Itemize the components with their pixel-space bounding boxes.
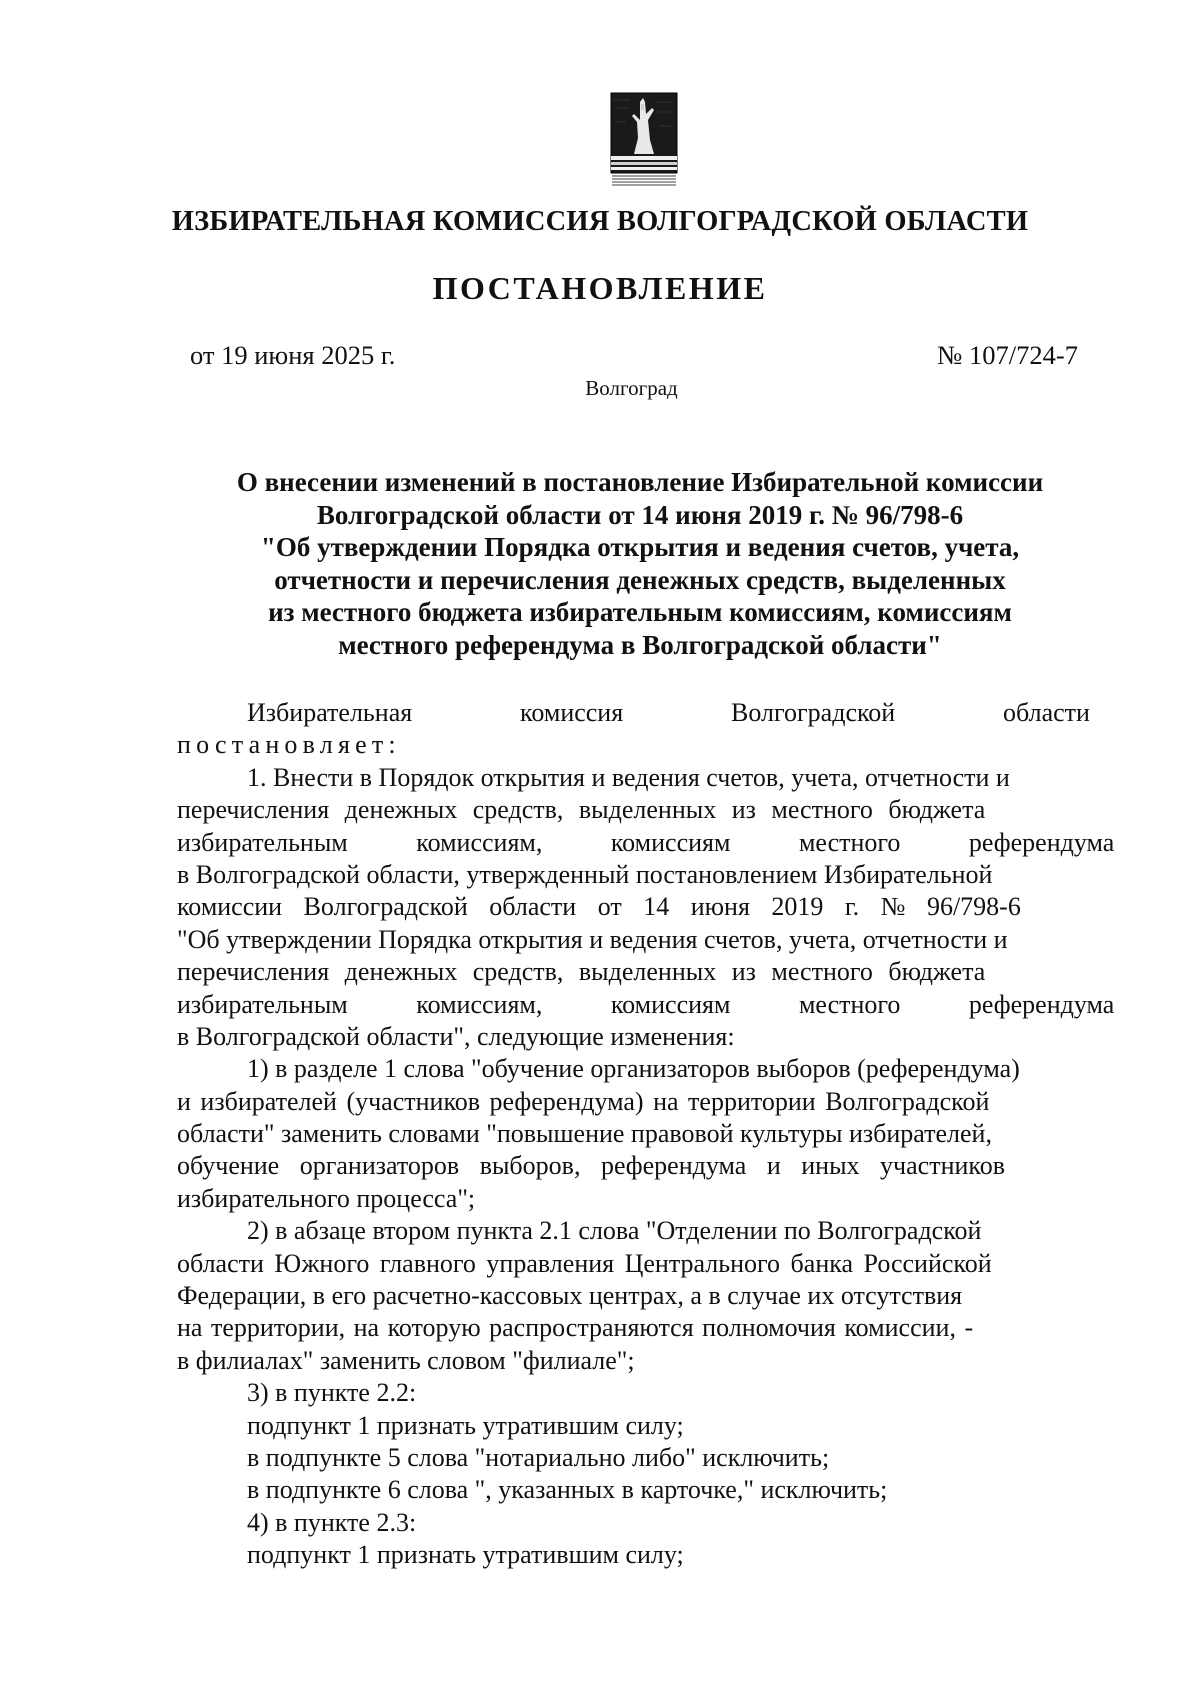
body-line: области" заменить словами "повышение правовой культуры избирателей,	[177, 1119, 992, 1149]
body-line: 1) в разделе 1 слова "обучение организаторов выборов (референдума)	[247, 1054, 1020, 1084]
preamble-word: Волгоградской	[731, 698, 896, 727]
document-city: Волгоград	[585, 376, 678, 400]
body-line: в филиалах" заменить словом "филиале";	[177, 1345, 635, 1375]
body-line: 1. Внести в Порядок открытия и ведения счетов, учета, отчетности и	[247, 762, 1010, 792]
organization-heading: ИЗБИРАТЕЛЬНАЯ КОМИССИЯ ВОЛГОГРАДСКОЙ ОБЛАСТИ	[171, 206, 1029, 237]
title-line: местного референдума в Волгоградской области"	[338, 629, 942, 660]
title-line: Волгоградской области от 14 июня 2019 г. № 96/798-6	[316, 499, 964, 530]
body-line: избирательным комиссиям, комиссиям местного референдума	[177, 827, 1115, 857]
coat-of-arms-icon	[610, 92, 678, 188]
body-line: избирательного процесса";	[177, 1183, 476, 1213]
body-line: в Волгоградской области, утвержденный постановлением Избирательной	[177, 859, 993, 889]
preamble-line	[177, 697, 1090, 729]
body-line: обучение организаторов выборов, референдума и иных участников	[177, 1151, 1005, 1181]
body-line: 3) в пункте 2.2:	[247, 1378, 417, 1408]
body-line: избирательным комиссиям, комиссиям местного референдума	[177, 989, 1115, 1019]
title-line: отчетности и перечисления денежных средств, выделенных	[274, 564, 1006, 595]
body-line: в подпункте 5 слова "нотариально либо" исключить;	[247, 1442, 830, 1472]
title-line: О внесении изменений в постановление Избирательной комиссии	[236, 467, 1044, 497]
body-line: комиссии Волгоградской области от 14 июня 2019 г. № 96/798-6	[177, 892, 1021, 922]
document-body	[177, 697, 1115, 1572]
body-line: перечисления денежных средств, выделенных из местного бюджета	[177, 957, 986, 987]
preamble-word: комиссия	[520, 698, 624, 727]
body-line: Федерации, в его расчетно-кассовых центрах, а в случае их отсутствия	[177, 1281, 963, 1311]
body-line: в Волгоградской области", следующие изменения:	[177, 1021, 735, 1051]
coat-of-arms-emblem	[610, 92, 678, 188]
document-date: от 19 июня 2025 г.	[190, 340, 396, 370]
document-title	[150, 466, 1130, 661]
body-line: на территории, на которую распространяются полномочия комиссии, -	[177, 1313, 974, 1343]
document-number: № 107/724-7	[937, 340, 1078, 370]
body-line: 2) в абзаце втором пункта 2.1 слова "Отделении по Волгоградской	[247, 1216, 982, 1246]
body-line: области Южного главного управления Центрального банка Российской	[177, 1248, 992, 1278]
body-line: 4) в пункте 2.3:	[247, 1507, 417, 1537]
title-line: "Об утверждении Порядка открытия и ведения счетов, учета,	[260, 532, 1020, 562]
document-type-heading: ПОСТАНОВЛЕНИЕ	[432, 270, 768, 306]
body-line: в подпункте 6 слова ", указанных в карточке," исключить;	[247, 1475, 888, 1505]
body-line: и избирателей (участников референдума) на территории Волгоградской	[177, 1086, 990, 1116]
preamble-word: Избирательная	[247, 698, 413, 727]
preamble-word: области	[1003, 698, 1090, 727]
body-line: подпункт 1 признать утратившим силу;	[247, 1410, 684, 1440]
body-line: перечисления денежных средств, выделенных из местного бюджета	[177, 795, 986, 825]
decides-line: постановляет:	[177, 730, 401, 760]
title-line: из местного бюджета избирательным комиссиям, комиссиям	[268, 597, 1012, 627]
body-line: подпункт 1 признать утратившим силу;	[247, 1540, 684, 1570]
body-line: "Об утверждении Порядка открытия и ведения счетов, учета, отчетности и	[177, 924, 1008, 954]
